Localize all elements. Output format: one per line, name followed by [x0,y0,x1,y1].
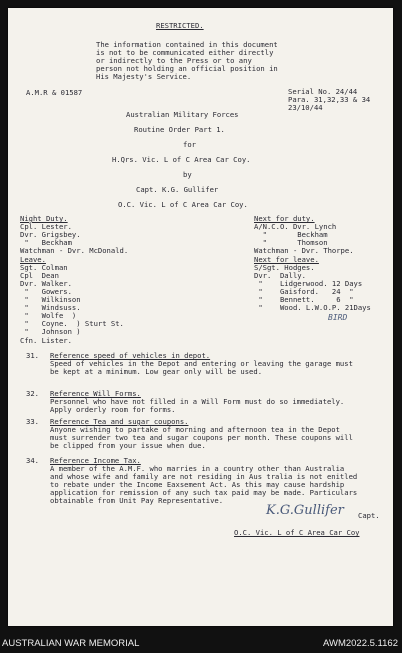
item-body-line: Personnel who have not filled in a Will Form must do so immediately. [50,397,345,406]
header-line: by [183,170,192,179]
name-line: Watchman - Dvr. McDonald. [20,246,129,256]
name-line: " Windsuss. [20,303,81,313]
signature-block: O.C. Vic. L of C Area Car Coy [234,528,360,537]
name-line: " Gowers. [20,286,72,296]
header-line: Australian Military Forces [126,110,239,119]
signature: K.G.Gullifer [266,503,344,518]
section-heading: Night Duty. [20,214,68,223]
item-body-line: be kept at a minimum. Low gear only will be used. [50,367,263,376]
footer-bar [0,635,402,653]
header-line: Capt. K.G. Gullifer [136,185,219,194]
name-line: Cpl Dean [20,270,59,280]
name-line: Cpl. Lester. [20,222,72,232]
item-title: Reference Will Forms. [50,389,141,398]
name-line: " Lidgerwood. 12 Days [254,278,363,288]
item-number: 31. [26,351,39,360]
name-line: " Wood. L.W.O.P. 21Days [254,303,371,313]
name-line: Dvr. Walker. [20,278,72,288]
item-body-line: application for remission of any such tax paid may be made. Particulars [50,488,358,497]
serial-number: Serial No. 24/44 [288,87,358,96]
name-line: " Bennett. 6 " [254,295,354,304]
item-body-line: obtainable from Unit Pay Representative. [50,496,224,505]
header-line: H.Qrs. Vic. L of C Area Car Coy. [112,155,251,164]
name-line: " Beckham [20,238,72,248]
section-heading: Leave. [20,254,46,264]
item-body-line: Apply orderly room for forms. [50,405,176,414]
name-line: A/N.C.O. Dvr. Lynch [254,222,337,232]
item-body-line: and whose wife and family are not residing in Aus tralia is not enitled [50,472,358,481]
name-line: " Johnson ) [20,327,81,337]
header-line: for [183,140,196,149]
name-line: Dvr. Dally. [254,270,306,280]
name-line: " Thomson [254,238,328,248]
warning-line: person not holding an official position in [96,64,278,73]
item-body-line: A member of the A.M.F. who marries in a country other than Australia [50,464,345,473]
header-line: O.C. Vic. L of C Area Car Coy. [118,200,248,209]
item-body-line: must surrender two tea and sugar coupons per month. These coupons will [50,433,353,442]
warning-line: or indirectly to the Press or to any [96,56,252,65]
item-body-line: to rebate under the Income Eaxsement Act. As this may cause hardship [50,480,345,489]
warning-line: His Majesty's Service. [96,72,192,81]
name-line: " Gaisford. 24 " [254,286,354,296]
name-line: " Coyne. ) Sturt St. [20,319,124,329]
name-line: " Wolfe ) [20,311,77,321]
item-title: Reference speed of vehicles in depot. [50,351,211,360]
order-date: 23/10/44 [288,103,323,112]
footer-right: AWM2022.5.1162 [323,638,398,649]
item-body-line: Speed of vehicles in the Depot and entering or leaving the garage must [50,359,353,368]
document-page [8,8,393,626]
warning-line: The information contained in this document [96,40,278,49]
item-title: Reference Tea and sugar coupons. [50,417,189,426]
section-heading: Next for leave. [254,254,319,264]
restricted-heading: RESTRICTED. [156,21,204,30]
reference-number: A.M.R & 01587 [26,88,83,97]
item-body-line: be clipped from your issue when due. [50,441,206,450]
name-line: " Wilkinson [20,295,81,304]
item-body-line: Anyone wishing to partake of morning and afternoon tea in the Depot [50,425,340,434]
footer-left: AUSTRALIAN WAR MEMORIAL [2,638,140,649]
name-line: Cfn. Lister. [20,335,72,345]
name-line: Watchman - Dvr. Thorpe. [254,246,354,256]
name-line: Sgt. Colman [20,262,68,272]
item-number: 34. [26,456,39,465]
para-numbers: Para. 31,32,33 & 34 [288,95,371,104]
item-number: 33. [26,417,39,426]
handwritten-note: BIRD [328,313,348,322]
item-title: Reference Income Tax. [50,456,141,465]
name-line: Dvr. Grigsbey. [20,230,81,240]
warning-line: is not to be communicated either directly [96,48,274,57]
section-heading: Next for duty. [254,214,315,223]
signature-rank: Capt. [358,511,380,520]
name-line: S/Sgt. Hodges. [254,262,315,272]
name-line: " Beckham [254,230,328,240]
header-line: Routine Order Part 1. [134,125,225,134]
item-number: 32. [26,389,39,398]
